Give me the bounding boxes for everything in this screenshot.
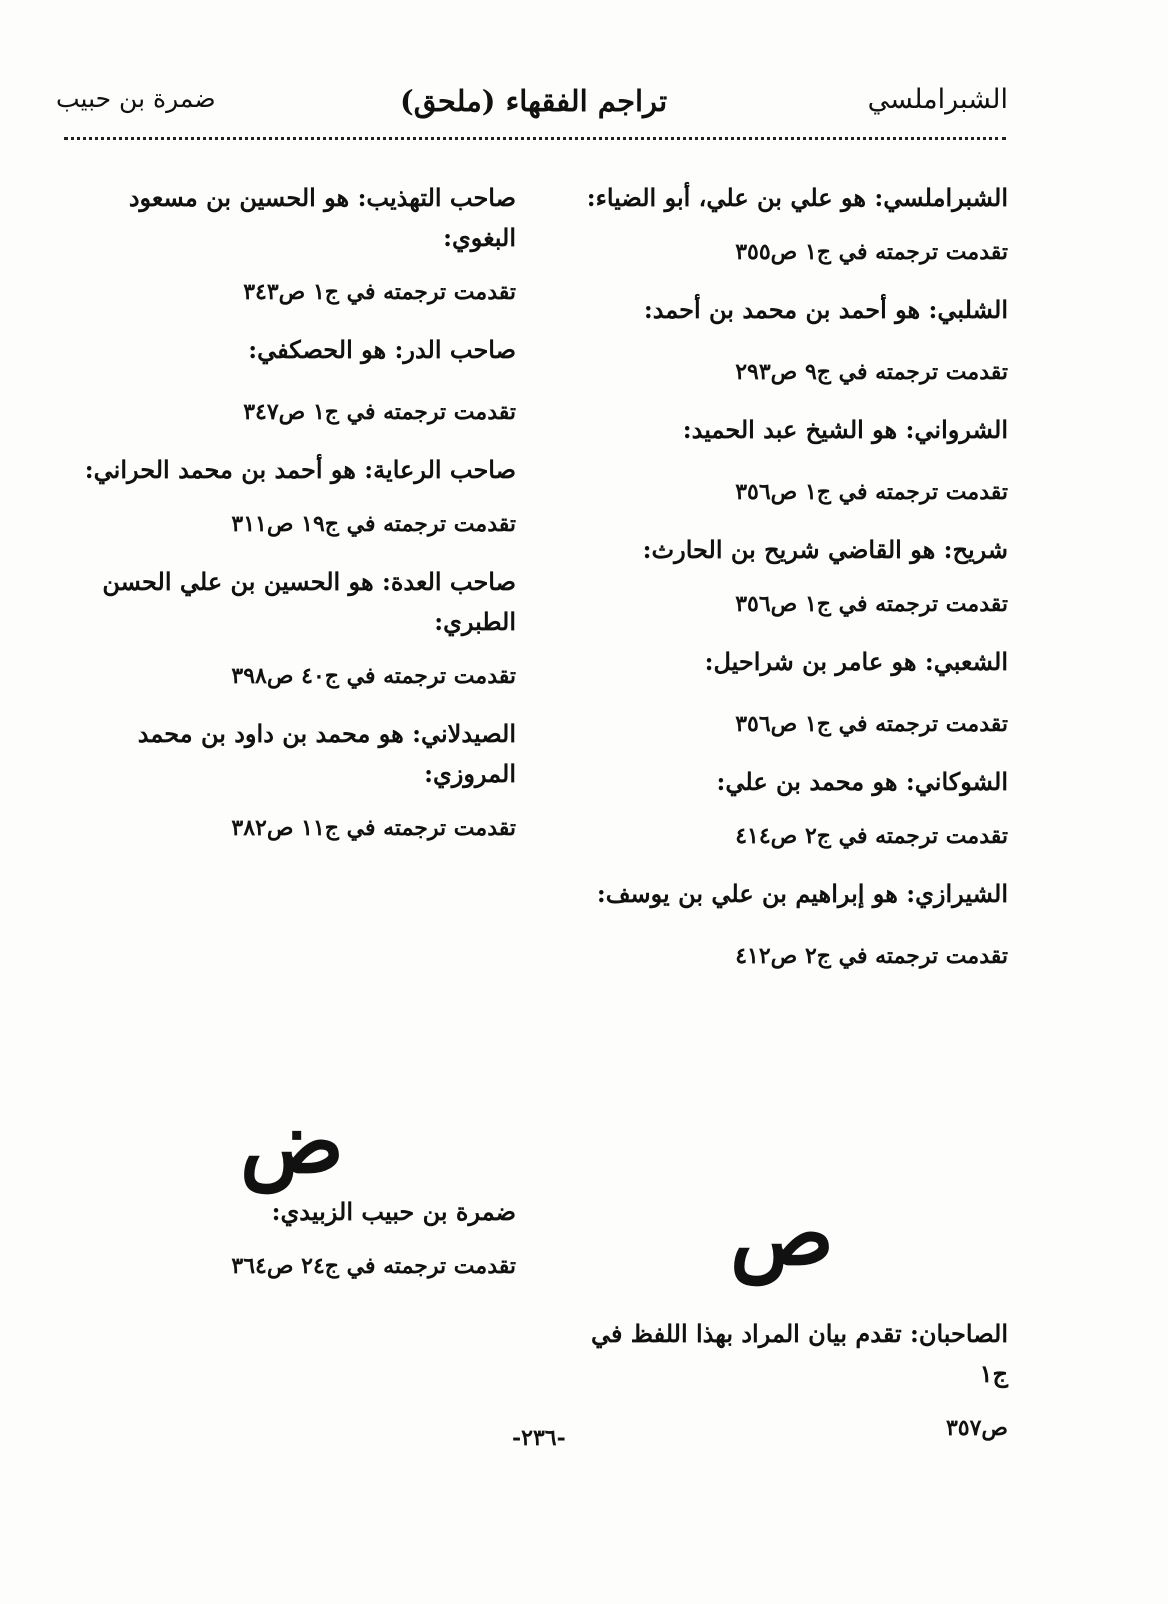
entry [568, 410, 1008, 512]
entry [568, 290, 1008, 392]
entry-reference: تقدمت ترجمته في ج١١ ص٣٨٢ [231, 815, 516, 841]
entry [568, 178, 1008, 272]
entry [50, 450, 516, 544]
dad-section [50, 1192, 516, 1286]
entry [568, 642, 1008, 744]
header-dotted-rule [64, 137, 1006, 140]
entry [568, 530, 1008, 624]
entry-reference: تقدمت ترجمته في ج٢ ص٤١٤ [735, 823, 1008, 849]
entry-reference: تقدمت ترجمته في ج١ ص٣٥٦ [735, 711, 1008, 737]
header-left-term: ضمرة بن حبيب [56, 84, 216, 113]
entry-reference: تقدمت ترجمته في ج١٩ ص٣١١ [231, 511, 516, 537]
page-number: -٢٣٦- [512, 1425, 566, 1451]
entry-reference: تقدمت ترجمته في ج١ ص٣٥٦ [735, 591, 1008, 617]
entry-reference: تقدمت ترجمته في ج١ ص٣٤٧ [243, 399, 516, 425]
entry-name: شريح: هو القاضي شريح بن الحارث: [642, 535, 1008, 564]
entry-name: صاحب التهذيب: هو الحسين بن مسعود البغوي: [128, 183, 516, 252]
entry [560, 1314, 1008, 1448]
sad-section [560, 1314, 1008, 1448]
entry [50, 1192, 516, 1286]
entry-name: الشلبي: هو أحمد بن محمد بن أحمد: [643, 295, 1008, 324]
entry [50, 562, 516, 696]
right-column [568, 178, 1008, 976]
entry-reference: تقدمت ترجمته في ج٢ ص٤١٢ [735, 943, 1008, 969]
section-letter-sad: ص [730, 1184, 834, 1285]
entry-name: الصيدلاني: هو محمد بن داود بن محمد المروزي: [137, 719, 516, 788]
left-column [50, 178, 516, 848]
entry-name: الشيرازي: هو إبراهيم بن علي بن يوسف: [596, 879, 1008, 908]
entry-name: الشعبي: هو عامر بن شراحيل: [704, 647, 1008, 676]
entry-name: الصاحبان: تقدم بيان المراد بهذا اللفظ في ج١ [590, 1319, 1008, 1388]
header-right-term: الشبراملسي [867, 84, 1008, 115]
entry [50, 330, 516, 432]
entry-reference: تقدمت ترجمته في ج٢٤ ص٣٦٤ [231, 1253, 516, 1279]
entry-name: ضمرة بن حبيب الزبيدي: [271, 1197, 516, 1226]
entry-name: الشبراملسي: هو علي بن علي، أبو الضياء: [586, 183, 1008, 212]
entry-reference: ص٣٥٧ [945, 1415, 1008, 1441]
entry-name: صاحب العدة: هو الحسين بن علي الحسن الطبري: [102, 567, 516, 636]
entry-name: صاحب الدر: هو الحصكفي: [248, 335, 516, 364]
entry [50, 714, 516, 848]
entry-reference: تقدمت ترجمته في ج١ ص٣٥٦ [735, 479, 1008, 505]
entry-reference: تقدمت ترجمته في ج١ ص٣٥٥ [735, 239, 1008, 265]
entry-reference: تقدمت ترجمته في ج١ ص٣٤٣ [243, 279, 516, 305]
header-title: (ملحق) تراجم الفقهاء [400, 84, 668, 118]
section-letter-dad: ض [240, 1092, 344, 1193]
entry [50, 178, 516, 312]
entry-name: صاحب الرعاية: هو أحمد بن محمد الحراني: [84, 455, 516, 484]
entry [568, 762, 1008, 856]
entry [568, 874, 1008, 976]
entry-reference: تقدمت ترجمته في ج٤٠ ص٣٩٨ [231, 663, 516, 689]
entry-name: الشوكاني: هو محمد بن علي: [716, 767, 1008, 796]
entry-name: الشرواني: هو الشيخ عبد الحميد: [682, 415, 1008, 444]
entry-reference: تقدمت ترجمته في ج٩ ص٢٩٣ [735, 359, 1008, 385]
